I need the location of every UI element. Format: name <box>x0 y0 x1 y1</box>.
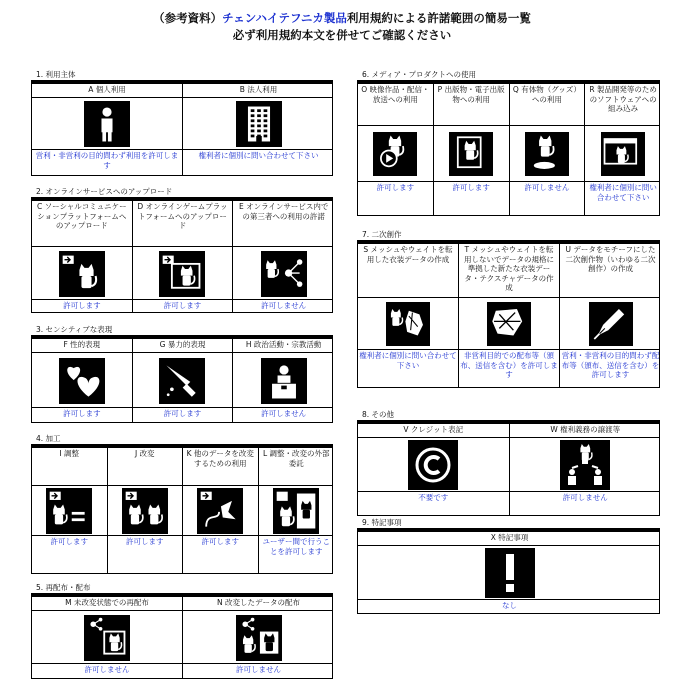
costume-mesh-icon <box>386 302 430 346</box>
section-table-s7 <box>357 240 660 388</box>
permission-cell <box>32 81 183 175</box>
permission-result: 許可しません <box>562 493 608 502</box>
permission-header: R 製品開発等のためのソフトウェアへの組み込み <box>589 85 657 113</box>
title-subline: 必ず利用規約本文を併せてご確認ください <box>232 28 452 42</box>
permission-result: 許可しません <box>524 183 570 192</box>
permission-cell <box>183 594 334 678</box>
permission-header: F 性的表現 <box>63 340 101 349</box>
permission-cell <box>358 421 510 515</box>
permission-header: U データをモチーフにした二次創作物（いわゆる二次創作）の作成 <box>565 245 656 273</box>
permission-cell <box>183 81 334 175</box>
permission-cell <box>108 445 184 573</box>
new-costume-icon <box>487 302 531 346</box>
permission-result: 許可しません <box>261 301 307 310</box>
permission-header: H 政治活動・宗教活動 <box>245 340 322 349</box>
permission-result: 許可します <box>63 301 101 310</box>
permission-cell <box>560 241 661 387</box>
permission-result: 許可します <box>163 301 202 310</box>
section-table-s2 <box>31 197 333 313</box>
permission-header: N 改変したデータの配布 <box>217 598 300 607</box>
permission-cell <box>32 336 133 422</box>
permission-cell <box>233 198 334 312</box>
permission-cell <box>585 81 661 215</box>
permission-header: B 法人利用 <box>239 85 278 94</box>
knife-icon <box>159 358 205 404</box>
permission-result: 許可しません <box>236 665 281 674</box>
fountain-pen-icon <box>589 302 633 346</box>
permission-cell <box>32 445 108 573</box>
permission-cell <box>459 241 560 387</box>
permission-result: 許可します <box>452 183 490 192</box>
permission-result: 許可します <box>126 537 164 546</box>
social-upload-icon <box>59 251 105 297</box>
permission-result: 不要です <box>418 493 449 502</box>
section-table-s4 <box>31 444 333 574</box>
title-prefix: （参考資料） <box>153 11 223 25</box>
title-rest: 利用規約による許諾範囲の簡易一覧 <box>346 11 531 25</box>
permission-result: 許可します <box>50 537 88 546</box>
permission-result: 許可します <box>376 183 415 192</box>
permission-cell <box>32 198 133 312</box>
permission-header: O 映像作品・配信・放送への利用 <box>361 85 430 104</box>
modify-icon <box>122 488 168 534</box>
permission-header: J 改変 <box>134 449 155 458</box>
permission-result: 権利者に個別に問い合わせて下さい <box>359 351 457 370</box>
permission-cell <box>183 445 259 573</box>
permission-result: なし <box>502 601 517 610</box>
permission-header: S メッシュやウェイトを転用した衣装データの作成 <box>363 245 453 264</box>
video-icon <box>373 132 417 176</box>
merge-data-icon <box>197 488 243 534</box>
permission-cell <box>358 81 434 215</box>
section-label-s2: 2. オンラインサービスへのアップロード <box>36 187 173 196</box>
exclamation-icon <box>485 548 535 598</box>
permission-header: L 調整・改変の外部委託 <box>262 449 330 468</box>
permission-header: E オンラインサービス内での第三者への利用の許諾 <box>238 202 329 221</box>
permission-result: 営利・非営利の目的問わず利用を許可します <box>35 151 179 170</box>
section-table-s9 <box>357 528 660 614</box>
permission-result: 営利・非営利の目的問わず配布等（頒布、送信を含む）を許可します <box>561 351 660 379</box>
copyright-icon <box>408 440 458 490</box>
permission-header: C ソーシャルコミュニケーションプラットフォームへのアップロード <box>36 202 127 230</box>
section-label-s3: 3. センシティブな表現 <box>36 325 113 334</box>
permission-header: G 暴力的表現 <box>159 340 206 349</box>
section-label-s9: 9. 特記事項 <box>362 518 402 527</box>
section-label-s4: 4. 加工 <box>36 434 61 443</box>
permission-header: Q 有体物（グッズ）への利用 <box>512 85 581 104</box>
permission-header: V クレジット表記 <box>403 425 464 434</box>
permission-header: D オンラインゲームプラットフォームへのアップロード <box>137 202 228 230</box>
permission-header: P 出版物・電子出版物への利用 <box>437 85 505 104</box>
permission-result: ユーザー間で行うことを許可します <box>262 537 330 556</box>
section-label-s1: 1. 利用主体 <box>36 70 76 79</box>
section-label-s5: 5. 再配布・配布 <box>36 583 91 592</box>
permission-header: K 他のデータを改変するための利用 <box>186 449 254 468</box>
permission-cell <box>259 445 335 573</box>
permission-cell <box>32 594 183 678</box>
permission-result: 許可しません <box>261 409 307 418</box>
permission-header: T メッシュやウェイトを転用しないでデータの規格に準拠した新たな衣装データ・テクスチャデータの作成 <box>464 245 554 292</box>
section-label-s6: 6. メディア・プロダクトへの使用 <box>362 70 476 79</box>
outsource-icon <box>273 488 319 534</box>
person-icon <box>84 101 130 147</box>
section-label-s8: 8. その他 <box>362 410 395 419</box>
permission-result: 許可します <box>201 537 239 546</box>
section-table-s8 <box>357 420 660 516</box>
permission-result: 権利者に個別に問い合わせて下さい <box>198 151 319 160</box>
section-table-s5 <box>31 593 333 679</box>
permission-cell <box>434 81 510 215</box>
permission-header: M 未改変状態での再配布 <box>65 598 149 607</box>
podium-icon <box>261 358 307 404</box>
game-upload-icon <box>159 251 205 297</box>
distribute-modified-icon <box>236 615 282 661</box>
permission-result: 許可しません <box>84 665 130 674</box>
permission-header: I 調整 <box>59 449 80 458</box>
permission-header: A 個人利用 <box>88 85 126 94</box>
permission-result: 許可します <box>63 409 101 418</box>
redistribute-icon <box>84 615 130 661</box>
section-table-s6 <box>357 80 660 216</box>
software-icon <box>601 132 645 176</box>
page-title <box>0 10 684 44</box>
permission-header: W 権利義務の譲渡等 <box>550 425 621 434</box>
permission-result: 権利者に個別に問い合わせて下さい <box>589 183 657 202</box>
share-third-party-icon <box>261 251 307 297</box>
permission-cell <box>358 241 459 387</box>
section-table-s1 <box>31 80 333 176</box>
merchandise-icon <box>525 132 569 176</box>
permission-result: 許可します <box>163 409 202 418</box>
permission-cell <box>510 421 662 515</box>
section-table-s3 <box>31 335 333 423</box>
publication-icon <box>449 132 493 176</box>
permission-cell <box>133 336 234 422</box>
permission-cell <box>233 336 334 422</box>
permission-cell <box>133 198 234 312</box>
section-label-s7: 7. 二次創作 <box>362 230 402 239</box>
hearts-icon <box>59 358 105 404</box>
permission-cell <box>510 81 586 215</box>
adjust-icon <box>46 488 92 534</box>
permission-result: 非営利目的での配布等（頒布、送信を含む）を許可します <box>460 351 558 379</box>
transfer-rights-icon <box>560 440 610 490</box>
permission-header: X 特記事項 <box>490 533 529 542</box>
building-icon <box>236 101 282 147</box>
permission-cell <box>358 529 661 613</box>
title-brand: チェンハイテフニカ製品 <box>222 11 347 25</box>
